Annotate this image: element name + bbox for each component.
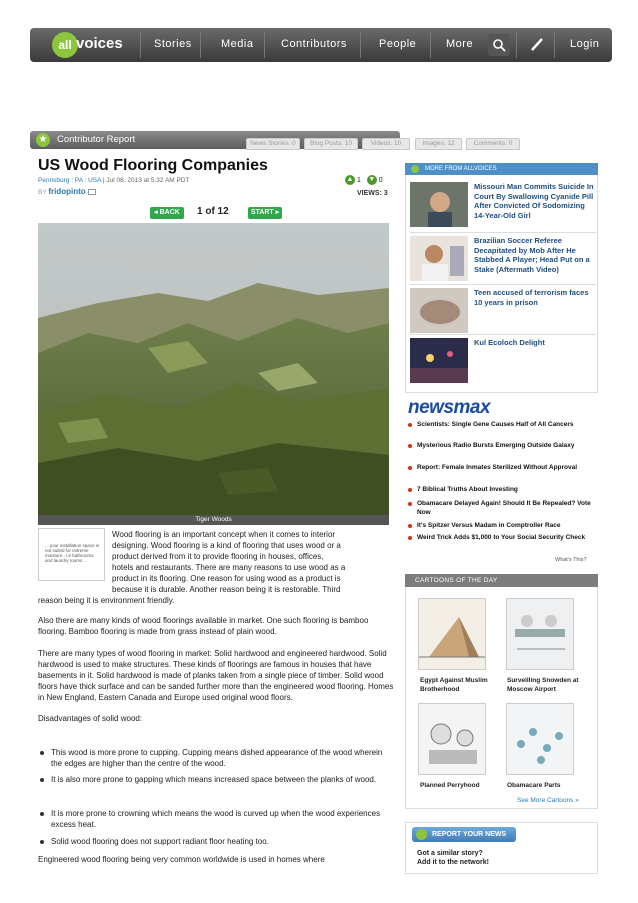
cartoon-title[interactable]: Surveilling Snowden at Moscow Airport	[507, 677, 579, 693]
thumbnail-image	[410, 338, 468, 383]
nav-divider	[264, 32, 265, 58]
gallery-pager: 1 of 12	[197, 206, 229, 217]
nav-divider	[430, 32, 431, 58]
cartoon-image[interactable]	[506, 598, 574, 670]
search-icon	[492, 38, 506, 52]
paragraph-1-line: Wood flooring is an important concept when it comes to interior	[112, 530, 336, 539]
author-link[interactable]: fridopinto	[48, 187, 86, 196]
paragraph-1-tail: reason being it is environment friendly.	[38, 596, 175, 605]
votes-up-count: 1	[356, 176, 361, 184]
bullet-item: It is more prone to crowning which means the wood is curved up when the wood experiences excess heat.	[51, 809, 381, 829]
search-button[interactable]	[488, 34, 510, 56]
star-icon	[411, 165, 419, 173]
whats-this-link[interactable]: What's This?	[555, 557, 587, 563]
newsmax-link[interactable]: Mysterious Radio Bursts Emerging Outside Galaxy	[417, 442, 575, 449]
newsmax-link[interactable]: Obamacare Delayed Again! Should It Be Repealed? Vote Now	[417, 500, 591, 516]
cartoon-title[interactable]: Planned Perryhood	[420, 782, 480, 789]
bullet-dot	[408, 536, 412, 540]
paragraph-4: Disadvantages of solid wood:	[38, 714, 143, 723]
votes-down-count: 0	[378, 176, 383, 184]
nav-divider	[516, 32, 517, 58]
paragraph-1-line: because it is durable. Another reason being it is restorable. Third	[112, 585, 341, 594]
bullet-item: Solid wood flooring does not support radiant floor heating too.	[51, 837, 269, 846]
more-item-title[interactable]: Brazilian Soccer Referee Decapitated by Mob After He Stabbed A Player; Head Put on a Stake (Aftermath Video)	[474, 236, 590, 274]
bullet-dot	[408, 488, 412, 492]
paragraph-1-line: designing. Wood flooring is a kind of flooring that uses wood or a	[112, 541, 341, 550]
logo-text: voices	[76, 35, 123, 52]
article-title: US Wood Flooring Companies	[38, 157, 268, 174]
contributor-report-label[interactable]: Contributor Report	[57, 134, 136, 145]
stat-videos[interactable]: Videos: 10	[362, 138, 410, 150]
vote-box	[345, 175, 383, 185]
paragraph-5: Engineered wood flooring being very common worldwide is used in homes where	[38, 855, 325, 864]
paragraph-3: There are many types of wood flooring in market: Solid hardwood and engineered hardwood. Solid hardwood is used to make structures. These kinds of floorings are famous in houses that have basements in it. Solid hardwood is made of planks taken from a single piece of timber. Solid wood floors have thick surface and can be sanded further more than the engineered wood flooring. Homes in New England, Eastern Canada and Europe used original wood floors.	[38, 649, 394, 702]
allvoices-logo[interactable]	[52, 32, 124, 58]
star-icon: ★	[36, 133, 50, 147]
bullet-item: This wood is more prone to cupping. Cupping means dished appearance of the wood wherein the edges are higher than the centre of the wood.	[51, 748, 383, 768]
nav-contributors[interactable]: Contributors	[281, 38, 347, 50]
paragraph-2: Also there are many kinds of wood floorings available in market. One such flooring is bamboo flooring. Bamboo flooring is made from grass instead of plain wood.	[38, 616, 369, 636]
paragraph-1-line: product in its flooring. One reason for using wood as a product is	[112, 574, 341, 583]
article-photo[interactable]	[38, 223, 389, 515]
back-label: BACK	[159, 209, 180, 216]
thumbs-up-icon[interactable]: ▲	[346, 176, 354, 183]
newsmax-link[interactable]: Scientists: Single Gene Causes Half of All Cancers	[417, 421, 574, 428]
bullet-dot	[408, 444, 412, 448]
nav-more[interactable]: More	[446, 38, 474, 50]
see-more-cartoons-link[interactable]: See More Cartoons »	[517, 797, 579, 804]
nav-divider	[360, 32, 361, 58]
cartoons-header: CARTOONS OF THE DAY	[405, 574, 598, 587]
more-from-header-label: MORE FROM ALLVOICES	[425, 166, 497, 172]
more-item-title[interactable]: Teen accused of terrorism faces 10 years in prison	[474, 288, 589, 307]
bullet-dot	[408, 423, 412, 427]
bullet-dot	[40, 840, 44, 844]
by-label: BY	[38, 189, 47, 196]
stat-comments[interactable]: Comments: 0	[466, 138, 520, 150]
thumbnail-image	[410, 236, 468, 281]
divider	[410, 232, 596, 233]
mail-icon[interactable]	[88, 189, 96, 195]
photo-caption: Tiger Woods	[38, 515, 389, 525]
report-your-news-label: REPORT YOUR NEWS	[432, 831, 507, 838]
divider	[410, 334, 596, 335]
nav-media[interactable]: Media	[221, 38, 254, 50]
nav-stories[interactable]: Stories	[154, 38, 192, 50]
newsmax-link[interactable]: Report: Female Inmates Sterilized Without Approval	[417, 464, 578, 471]
article-meta	[38, 177, 190, 184]
newsmax-link[interactable]: It's Spitzer Versus Madam in Comptroller Race	[417, 522, 561, 529]
bullet-dot	[40, 778, 44, 782]
report-prompt	[417, 849, 489, 867]
cartoon-image[interactable]	[418, 598, 486, 670]
star-icon	[416, 829, 427, 840]
bullet-dot	[408, 466, 412, 470]
thumbnail-image	[410, 288, 468, 333]
paragraph-1-line: hotels and restaurants. There are many reasons to use wood as a	[112, 563, 346, 572]
top-nav	[30, 28, 612, 62]
nav-divider	[200, 32, 201, 58]
start-label: START	[250, 209, 274, 216]
more-item-title[interactable]: Missouri Man Commits Suicide In Court By Swallowing Cyanide Pill After Convicted Of Sodomizing 14-Year-Old Girl	[474, 182, 594, 220]
inline-ad-image[interactable]: ... your installation space is not suited for extreme moisture - i.e bathrooms and laundry rooms...	[38, 528, 105, 581]
newsmax-logo[interactable]: newsmax	[408, 397, 491, 418]
stat-news-stories[interactable]: News Stories: 0	[246, 138, 300, 150]
bullet-dot	[40, 812, 44, 816]
report-your-news-button[interactable]	[412, 827, 516, 842]
byline	[38, 187, 96, 196]
article-date: | Jul 08, 2013 at 5:32 AM PDT	[101, 177, 190, 184]
article-location[interactable]: Pennsburg : PA : USA	[38, 177, 102, 184]
cartoon-title[interactable]: Obamacare Parts	[507, 782, 561, 789]
cartoon-image[interactable]	[506, 703, 574, 775]
more-from-header	[405, 163, 598, 175]
start-button[interactable]: START ▸	[248, 207, 282, 219]
bullet-item: It is also more prone to gapping which means increased space between the planks of wood.	[51, 775, 377, 784]
cartoon-title[interactable]: Egypt Against Muslim Brotherhood	[420, 677, 488, 693]
views-count: VIEWS: 3	[357, 190, 388, 197]
thumbs-down-icon[interactable]: ▼	[368, 176, 376, 183]
report-prompt-line: Got a similar story?	[417, 850, 483, 857]
back-button[interactable]: ◂ BACK	[150, 207, 184, 219]
report-prompt-line: Add it to the network!	[417, 859, 489, 866]
more-item-title[interactable]: Kul Ecoloch Delight	[474, 338, 545, 347]
login-link[interactable]: Login	[570, 38, 600, 50]
paragraph-1	[112, 529, 394, 595]
cartoon-image[interactable]	[418, 703, 486, 775]
nav-people[interactable]: People	[379, 38, 417, 50]
bullet-dot	[40, 751, 44, 755]
stat-blog-posts[interactable]: Blog Posts: 10	[304, 138, 358, 150]
logo-badge: all	[52, 32, 78, 58]
newsmax-link[interactable]: Weird Trick Adds $1,000 to Your Social Security Check	[417, 534, 586, 541]
paragraph-1-line: product derived from it to provide flooring in houses, offices,	[112, 552, 324, 561]
divider	[410, 284, 596, 285]
bullet-dot	[408, 524, 412, 528]
nav-divider	[140, 32, 141, 58]
nav-divider	[554, 32, 555, 58]
pencil-icon[interactable]	[530, 36, 544, 57]
stat-images[interactable]: Images: 12	[415, 138, 462, 150]
bullet-dot	[408, 502, 412, 506]
thumbnail-image	[410, 182, 468, 227]
newsmax-link[interactable]: 7 Biblical Truths About Investing	[417, 486, 518, 493]
